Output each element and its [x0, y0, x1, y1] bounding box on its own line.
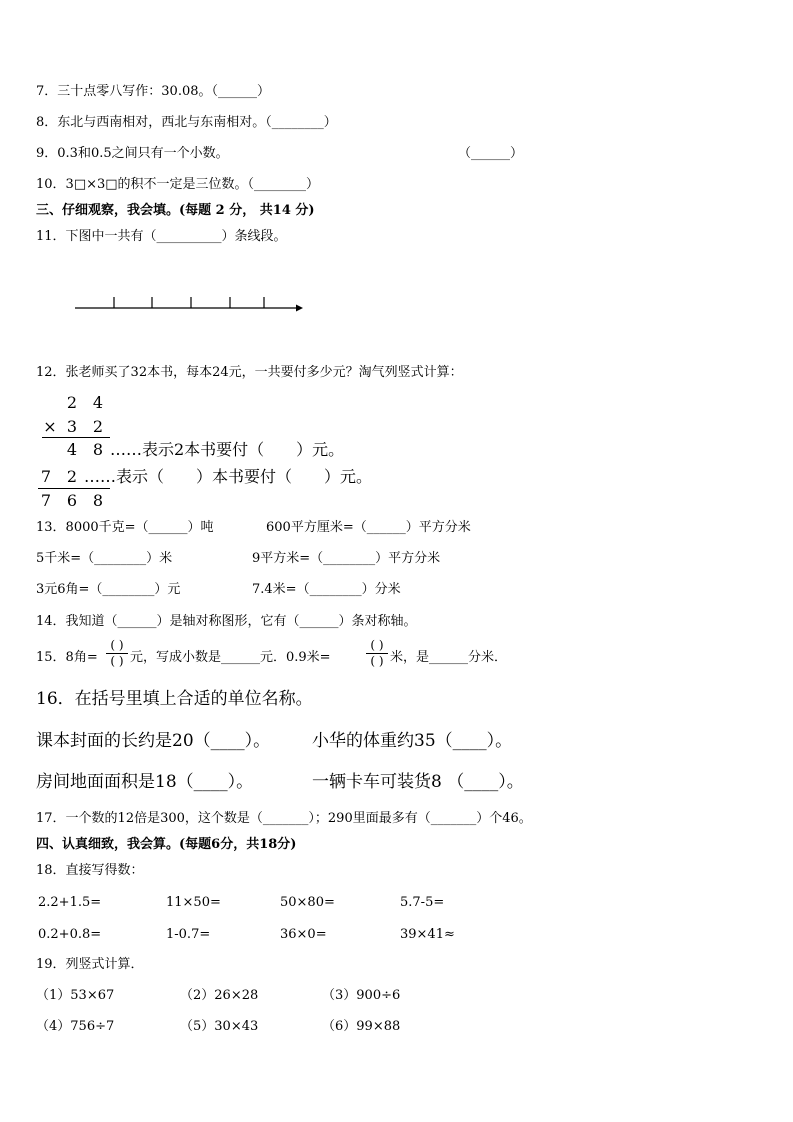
question-19: 19．列竖式计算． — [36, 957, 144, 972]
question-17: 17．一个数的12倍是300，这个数是（_______）；290里面最多有（_______）个46。 — [36, 811, 532, 826]
question-9-blank: （______） — [458, 146, 524, 161]
oral-item: 36×0= — [280, 927, 327, 942]
question-13-f: 7.4米=（________）分米 — [252, 582, 401, 597]
written-item: （4）756÷7 — [36, 1019, 115, 1034]
fraction-denominator: ( ) — [370, 654, 384, 668]
calc-rule — [42, 437, 110, 438]
question-13-e: 3元6角=（________）元 — [36, 582, 181, 597]
question-13-c: 5千米=（________）米 — [36, 551, 173, 566]
digit: 7 — [40, 491, 52, 510]
question-16-b: 小华的体重约35（____）。 — [312, 731, 513, 751]
arrow-head-icon — [296, 305, 303, 312]
calc-rule — [38, 488, 110, 489]
written-item: （1）53×67 — [36, 988, 115, 1003]
question-13-b: 600平方厘米=（______）平方分米 — [266, 520, 471, 535]
written-item: （6）99×88 — [322, 1019, 401, 1034]
oral-item: 50×80= — [280, 895, 335, 910]
oral-item: 11×50= — [166, 895, 221, 910]
question-12: 12．张老师买了32本书，每本24元，一共要付多少元？淘气列竖式计算： — [36, 365, 463, 380]
digit: 4 — [92, 393, 104, 412]
times-sign: × — [43, 417, 57, 436]
oral-item: 39×41≈ — [400, 927, 455, 942]
question-11: 11．下图中一共有（__________）条线段。 — [36, 229, 287, 244]
row4-note: ……表示（ ）本书要付（ ）元。 — [84, 467, 373, 486]
digit: 6 — [66, 491, 78, 510]
question-16-a: 课本封面的长约是20（____）。 — [36, 731, 271, 751]
fraction-numerator: ( ) — [366, 638, 388, 654]
digit: 3 — [66, 417, 78, 436]
question-15-suffix: 米，是______分米． — [390, 650, 508, 665]
question-9: 9．0.3和0.5之间只有一个小数。 — [36, 146, 229, 161]
segment-figure — [70, 292, 310, 316]
oral-item: 2.2+1.5= — [38, 895, 102, 910]
question-15-prefix: 15．8角= — [36, 650, 98, 665]
digit: 8 — [92, 440, 104, 459]
question-16-c: 房间地面面积是18（____）。 — [36, 772, 254, 792]
digit: 2 — [66, 393, 78, 412]
question-8: 8．东北与西南相对，西北与东南相对。（________） — [36, 115, 337, 130]
question-10: 10．3□×3□的积不一定是三位数。（________） — [36, 177, 320, 192]
fraction-1 — [106, 638, 128, 669]
question-13-d: 9平方米=（________）平方分米 — [252, 551, 441, 566]
question-16-title: 16．在括号里填上合适的单位名称。 — [36, 689, 313, 709]
question-7: 7．三十点零八写作：30.08。（______） — [36, 84, 270, 99]
digit: 7 — [40, 467, 52, 486]
fraction-denominator: ( ) — [110, 654, 124, 668]
question-13-a: 13．8000千克=（______）吨 — [36, 520, 214, 535]
row3-note: ……表示2本书要付（ ）元。 — [110, 440, 345, 459]
question-18: 18．直接写得数： — [36, 863, 144, 878]
digit: 2 — [66, 467, 78, 486]
digit: 8 — [92, 491, 104, 510]
oral-item: 0.2+0.8= — [38, 927, 102, 942]
section-4-title: 四、认真细致，我会算。(每题6分，共18分) — [36, 837, 297, 852]
digit: 4 — [66, 440, 78, 459]
written-item: （5）30×43 — [180, 1019, 259, 1034]
question-14: 14．我知道（______）是轴对称图形，它有（______）条对称轴。 — [36, 614, 417, 629]
oral-item: 5.7-5= — [400, 895, 445, 910]
digit: 2 — [92, 417, 104, 436]
written-item: （3）900÷6 — [322, 988, 401, 1003]
written-item: （2）26×28 — [180, 988, 259, 1003]
section-3-title: 三、仔细观察，我会填。(每题 2 分， 共14 分) — [36, 203, 315, 218]
question-15-mid: 元，写成小数是______元．0.9米= — [130, 650, 331, 665]
fraction-2 — [366, 638, 388, 669]
oral-item: 1-0.7= — [166, 927, 211, 942]
question-16-d: 一辆卡车可装货8 （____）。 — [312, 772, 524, 792]
fraction-numerator: ( ) — [106, 638, 128, 654]
